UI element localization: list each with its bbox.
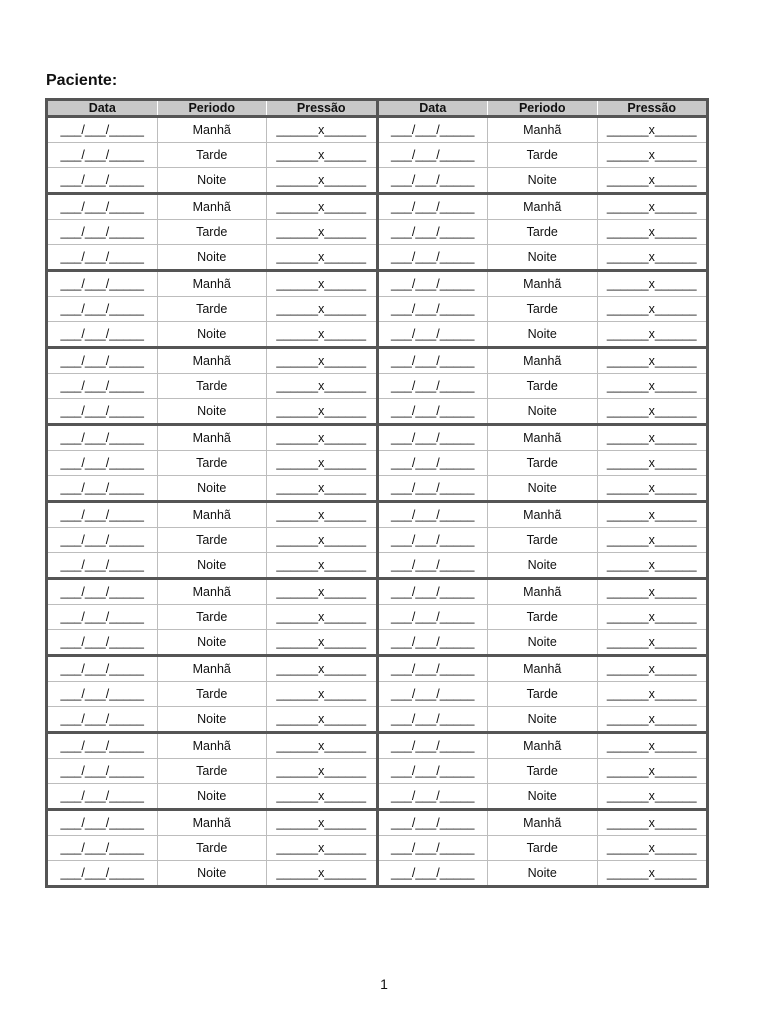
table-row	[379, 527, 707, 552]
table-row	[379, 657, 707, 681]
day-group	[379, 580, 707, 657]
date-field[interactable]: ___/___/_____	[391, 585, 475, 599]
date-field[interactable]: ___/___/_____	[391, 764, 475, 778]
table-row	[379, 272, 707, 296]
pressure-field[interactable]: ______x______	[266, 836, 376, 860]
pressure-field[interactable]: ______x______	[597, 734, 707, 758]
day-group	[379, 734, 707, 811]
table-row	[379, 503, 707, 527]
pressure-field[interactable]: ______x______	[597, 426, 707, 450]
period-label: Manhã	[487, 580, 597, 604]
table-row	[48, 321, 376, 346]
pressure-field[interactable]: ______x______	[597, 349, 707, 373]
column-header: Pressão	[266, 101, 376, 115]
pressure-field[interactable]: ______x______	[266, 630, 376, 654]
day-group	[48, 118, 376, 195]
patient-label: Paciente:	[46, 72, 118, 89]
blood-pressure-log-table	[45, 98, 709, 888]
date-field[interactable]: ___/___/_____	[60, 739, 144, 753]
pressure-field[interactable]: ______x______	[266, 297, 376, 321]
period-label: Tarde	[157, 836, 267, 860]
period-label: Manhã	[487, 811, 597, 835]
table-half-right	[376, 101, 707, 885]
date-field[interactable]: ___/___/_____	[60, 200, 144, 214]
period-label: Noite	[157, 707, 267, 731]
period-label: Noite	[157, 399, 267, 423]
pressure-field[interactable]: ______x______	[266, 784, 376, 808]
pressure-field[interactable]: ______x______	[266, 220, 376, 244]
pressure-field[interactable]: ______x______	[266, 143, 376, 167]
period-label: Manhã	[157, 195, 267, 219]
pressure-field[interactable]: ______x______	[266, 580, 376, 604]
date-field[interactable]: ___/___/_____	[391, 225, 475, 239]
date-field[interactable]: ___/___/_____	[391, 712, 475, 726]
table-row	[48, 475, 376, 500]
table-row	[48, 373, 376, 398]
table-row	[48, 811, 376, 835]
date-field[interactable]: ___/___/_____	[60, 558, 144, 572]
table-row	[48, 503, 376, 527]
date-field[interactable]: ___/___/_____	[391, 610, 475, 624]
date-field[interactable]: ___/___/_____	[60, 789, 144, 803]
period-label: Tarde	[487, 220, 597, 244]
date-field[interactable]: ___/___/_____	[391, 866, 475, 880]
day-group	[379, 272, 707, 349]
date-field[interactable]: ___/___/_____	[391, 841, 475, 855]
day-group	[48, 503, 376, 580]
table-row	[48, 758, 376, 783]
table-row	[48, 706, 376, 731]
date-field[interactable]: ___/___/_____	[391, 302, 475, 316]
pressure-field[interactable]: ______x______	[597, 707, 707, 731]
date-field[interactable]: ___/___/_____	[391, 200, 475, 214]
period-label: Tarde	[487, 297, 597, 321]
period-label: Manhã	[487, 349, 597, 373]
date-field[interactable]: ___/___/_____	[60, 431, 144, 445]
table-row	[48, 118, 376, 142]
date-field[interactable]: ___/___/_____	[60, 327, 144, 341]
period-label: Manhã	[157, 657, 267, 681]
table-half-left	[48, 101, 376, 885]
period-label: Manhã	[157, 118, 267, 142]
period-label: Tarde	[157, 682, 267, 706]
period-label: Manhã	[487, 657, 597, 681]
pressure-field[interactable]: ______x______	[266, 195, 376, 219]
date-field[interactable]: ___/___/_____	[391, 148, 475, 162]
date-field[interactable]: ___/___/_____	[391, 635, 475, 649]
period-label: Noite	[487, 784, 597, 808]
period-label: Noite	[487, 245, 597, 269]
pressure-field[interactable]: ______x______	[266, 553, 376, 577]
period-label: Tarde	[487, 143, 597, 167]
pressure-field[interactable]: ______x______	[597, 451, 707, 475]
day-group	[48, 734, 376, 811]
table-row	[48, 167, 376, 192]
pressure-field[interactable]: ______x______	[266, 168, 376, 192]
table-row	[48, 604, 376, 629]
pressure-field[interactable]: ______x______	[266, 399, 376, 423]
date-field[interactable]: ___/___/_____	[60, 610, 144, 624]
date-field[interactable]: ___/___/_____	[60, 764, 144, 778]
period-label: Manhã	[157, 811, 267, 835]
table-row	[379, 244, 707, 269]
table-row	[379, 734, 707, 758]
day-group	[48, 272, 376, 349]
table-row	[379, 118, 707, 142]
period-label: Noite	[487, 322, 597, 346]
date-field[interactable]: ___/___/_____	[391, 687, 475, 701]
date-field[interactable]: ___/___/_____	[60, 635, 144, 649]
date-field[interactable]: ___/___/_____	[60, 533, 144, 547]
table-row	[379, 475, 707, 500]
day-group	[379, 349, 707, 426]
period-label: Noite	[487, 553, 597, 577]
table-row	[379, 349, 707, 373]
date-field[interactable]: ___/___/_____	[60, 277, 144, 291]
date-field[interactable]: ___/___/_____	[391, 662, 475, 676]
period-label: Noite	[157, 245, 267, 269]
period-label: Tarde	[487, 759, 597, 783]
pressure-field[interactable]: ______x______	[266, 374, 376, 398]
date-field[interactable]: ___/___/_____	[60, 816, 144, 830]
pressure-field[interactable]: ______x______	[597, 168, 707, 192]
period-label: Tarde	[157, 759, 267, 783]
period-label: Tarde	[487, 528, 597, 552]
table-row	[379, 195, 707, 219]
pressure-field[interactable]: ______x______	[597, 503, 707, 527]
pressure-field[interactable]: ______x______	[597, 605, 707, 629]
table-row	[379, 758, 707, 783]
table-row	[48, 296, 376, 321]
table-row	[48, 734, 376, 758]
table-row	[48, 244, 376, 269]
date-field[interactable]: ___/___/_____	[391, 277, 475, 291]
date-field[interactable]: ___/___/_____	[60, 585, 144, 599]
table-row	[48, 349, 376, 373]
table-row	[379, 580, 707, 604]
pressure-field[interactable]: ______x______	[597, 528, 707, 552]
date-field[interactable]: ___/___/_____	[60, 354, 144, 368]
table-row	[379, 450, 707, 475]
day-group	[48, 811, 376, 885]
date-field[interactable]: ___/___/_____	[391, 508, 475, 522]
pressure-field[interactable]: ______x______	[597, 811, 707, 835]
day-group	[379, 426, 707, 503]
table-row	[48, 426, 376, 450]
period-label: Noite	[157, 553, 267, 577]
table-row	[379, 296, 707, 321]
day-group	[379, 503, 707, 580]
period-label: Manhã	[157, 580, 267, 604]
table-row	[48, 450, 376, 475]
table-row	[379, 629, 707, 654]
table-row	[379, 811, 707, 835]
pressure-field[interactable]: ______x______	[266, 272, 376, 296]
period-label: Tarde	[487, 605, 597, 629]
pressure-field[interactable]: ______x______	[266, 707, 376, 731]
period-label: Manhã	[487, 195, 597, 219]
table-row	[48, 142, 376, 167]
date-field[interactable]: ___/___/_____	[391, 558, 475, 572]
date-field[interactable]: ___/___/_____	[60, 481, 144, 495]
pressure-field[interactable]: ______x______	[597, 553, 707, 577]
period-label: Noite	[157, 322, 267, 346]
pressure-field[interactable]: ______x______	[266, 118, 376, 142]
period-label: Manhã	[157, 426, 267, 450]
day-group	[48, 580, 376, 657]
pressure-field[interactable]: ______x______	[597, 759, 707, 783]
table-row	[48, 681, 376, 706]
date-field[interactable]: ___/___/_____	[391, 327, 475, 341]
pressure-field[interactable]: ______x______	[597, 657, 707, 681]
table-row	[379, 604, 707, 629]
date-field[interactable]: ___/___/_____	[391, 481, 475, 495]
date-field[interactable]: ___/___/_____	[60, 379, 144, 393]
table-row	[379, 167, 707, 192]
column-header: Data	[419, 101, 447, 115]
pressure-field[interactable]: ______x______	[597, 630, 707, 654]
header-row	[379, 101, 707, 118]
period-label: Tarde	[157, 374, 267, 398]
pressure-field[interactable]: ______x______	[597, 245, 707, 269]
date-field[interactable]: ___/___/_____	[60, 404, 144, 418]
period-label: Tarde	[157, 605, 267, 629]
pressure-field[interactable]: ______x______	[266, 322, 376, 346]
period-label: Noite	[487, 168, 597, 192]
period-label: Tarde	[157, 451, 267, 475]
pressure-field[interactable]: ______x______	[597, 784, 707, 808]
date-field[interactable]: ___/___/_____	[391, 533, 475, 547]
table-row	[379, 552, 707, 577]
date-field[interactable]: ___/___/_____	[391, 354, 475, 368]
column-header: Periodo	[487, 101, 597, 115]
pressure-field[interactable]: ______x______	[597, 272, 707, 296]
period-label: Noite	[487, 630, 597, 654]
table-row	[48, 835, 376, 860]
period-label: Manhã	[487, 272, 597, 296]
pressure-field[interactable]: ______x______	[266, 605, 376, 629]
date-field[interactable]: ___/___/_____	[391, 250, 475, 264]
pressure-field[interactable]: ______x______	[266, 811, 376, 835]
date-field[interactable]: ___/___/_____	[60, 841, 144, 855]
period-label: Noite	[487, 861, 597, 885]
table-row	[379, 373, 707, 398]
period-label: Manhã	[157, 272, 267, 296]
period-label: Manhã	[487, 503, 597, 527]
pressure-field[interactable]: ______x______	[597, 682, 707, 706]
date-field[interactable]: ___/___/_____	[60, 687, 144, 701]
date-field[interactable]: ___/___/_____	[60, 508, 144, 522]
table-row	[48, 272, 376, 296]
column-header: Pressão	[597, 101, 707, 115]
date-field[interactable]: ___/___/_____	[60, 866, 144, 880]
period-label: Noite	[157, 168, 267, 192]
date-field[interactable]: ___/___/_____	[391, 789, 475, 803]
table-row	[379, 783, 707, 808]
pressure-field[interactable]: ______x______	[266, 682, 376, 706]
pressure-field[interactable]: ______x______	[597, 580, 707, 604]
period-label: Tarde	[487, 451, 597, 475]
period-label: Tarde	[157, 220, 267, 244]
period-label: Manhã	[487, 734, 597, 758]
pressure-field[interactable]: ______x______	[266, 245, 376, 269]
date-field[interactable]: ___/___/_____	[60, 225, 144, 239]
table-row	[379, 219, 707, 244]
period-label: Noite	[487, 476, 597, 500]
table-row	[379, 321, 707, 346]
pressure-field[interactable]: ______x______	[266, 657, 376, 681]
date-field[interactable]: ___/___/_____	[60, 250, 144, 264]
period-label: Noite	[487, 707, 597, 731]
date-field[interactable]: ___/___/_____	[391, 379, 475, 393]
period-label: Tarde	[157, 143, 267, 167]
day-group	[48, 426, 376, 503]
period-label: Manhã	[157, 349, 267, 373]
table-row	[48, 657, 376, 681]
period-label: Tarde	[487, 682, 597, 706]
pressure-field[interactable]: ______x______	[597, 195, 707, 219]
pressure-field[interactable]: ______x______	[597, 861, 707, 885]
table-row	[48, 783, 376, 808]
pressure-field[interactable]: ______x______	[266, 503, 376, 527]
page-number: 1	[380, 976, 388, 992]
date-field[interactable]: ___/___/_____	[391, 816, 475, 830]
pressure-field[interactable]: ______x______	[266, 451, 376, 475]
day-group	[48, 349, 376, 426]
column-header: Periodo	[157, 101, 267, 115]
date-field[interactable]: ___/___/_____	[391, 739, 475, 753]
day-group	[379, 811, 707, 885]
table-row	[48, 580, 376, 604]
table-row	[379, 706, 707, 731]
pressure-field[interactable]: ______x______	[266, 759, 376, 783]
period-label: Manhã	[157, 503, 267, 527]
table-row	[379, 426, 707, 450]
date-field[interactable]: ___/___/_____	[60, 173, 144, 187]
date-field[interactable]: ___/___/_____	[60, 148, 144, 162]
table-row	[379, 835, 707, 860]
pressure-field[interactable]: ______x______	[597, 143, 707, 167]
table-row	[379, 398, 707, 423]
table-row	[48, 219, 376, 244]
pressure-field[interactable]: ______x______	[597, 297, 707, 321]
date-field[interactable]: ___/___/_____	[391, 123, 475, 137]
date-field[interactable]: ___/___/_____	[60, 662, 144, 676]
period-label: Tarde	[487, 374, 597, 398]
table-row	[48, 860, 376, 885]
period-label: Noite	[157, 861, 267, 885]
header-row	[48, 101, 376, 118]
table-row	[379, 860, 707, 885]
date-field[interactable]: ___/___/_____	[60, 123, 144, 137]
pressure-field[interactable]: ______x______	[597, 118, 707, 142]
table-row	[379, 142, 707, 167]
pressure-field[interactable]: ______x______	[266, 734, 376, 758]
day-group	[379, 657, 707, 734]
date-field[interactable]: ___/___/_____	[391, 456, 475, 470]
period-label: Noite	[157, 476, 267, 500]
period-label: Noite	[487, 399, 597, 423]
day-group	[48, 657, 376, 734]
column-header: Data	[88, 101, 116, 115]
date-field[interactable]: ___/___/_____	[391, 173, 475, 187]
pressure-field[interactable]: ______x______	[597, 399, 707, 423]
pressure-field[interactable]: ______x______	[597, 374, 707, 398]
pressure-field[interactable]: ______x______	[597, 476, 707, 500]
date-field[interactable]: ___/___/_____	[60, 302, 144, 316]
pressure-field[interactable]: ______x______	[266, 861, 376, 885]
date-field[interactable]: ___/___/_____	[391, 404, 475, 418]
day-group	[379, 195, 707, 272]
date-field[interactable]: ___/___/_____	[391, 431, 475, 445]
date-field[interactable]: ___/___/_____	[60, 456, 144, 470]
period-label: Noite	[157, 630, 267, 654]
period-label: Noite	[157, 784, 267, 808]
date-field[interactable]: ___/___/_____	[60, 712, 144, 726]
table-row	[379, 681, 707, 706]
pressure-field[interactable]: ______x______	[266, 426, 376, 450]
period-label: Tarde	[487, 836, 597, 860]
period-label: Manhã	[157, 734, 267, 758]
pressure-field[interactable]: ______x______	[266, 349, 376, 373]
pressure-field[interactable]: ______x______	[597, 220, 707, 244]
pressure-field[interactable]: ______x______	[597, 836, 707, 860]
table-row	[48, 629, 376, 654]
period-label: Manhã	[487, 426, 597, 450]
pressure-field[interactable]: ______x______	[266, 476, 376, 500]
pressure-field[interactable]: ______x______	[597, 322, 707, 346]
table-row	[48, 527, 376, 552]
period-label: Tarde	[157, 297, 267, 321]
table-row	[48, 398, 376, 423]
pressure-field[interactable]: ______x______	[266, 528, 376, 552]
period-label: Tarde	[157, 528, 267, 552]
table-row	[48, 195, 376, 219]
period-label: Manhã	[487, 118, 597, 142]
day-group	[379, 118, 707, 195]
day-group	[48, 195, 376, 272]
table-row	[48, 552, 376, 577]
